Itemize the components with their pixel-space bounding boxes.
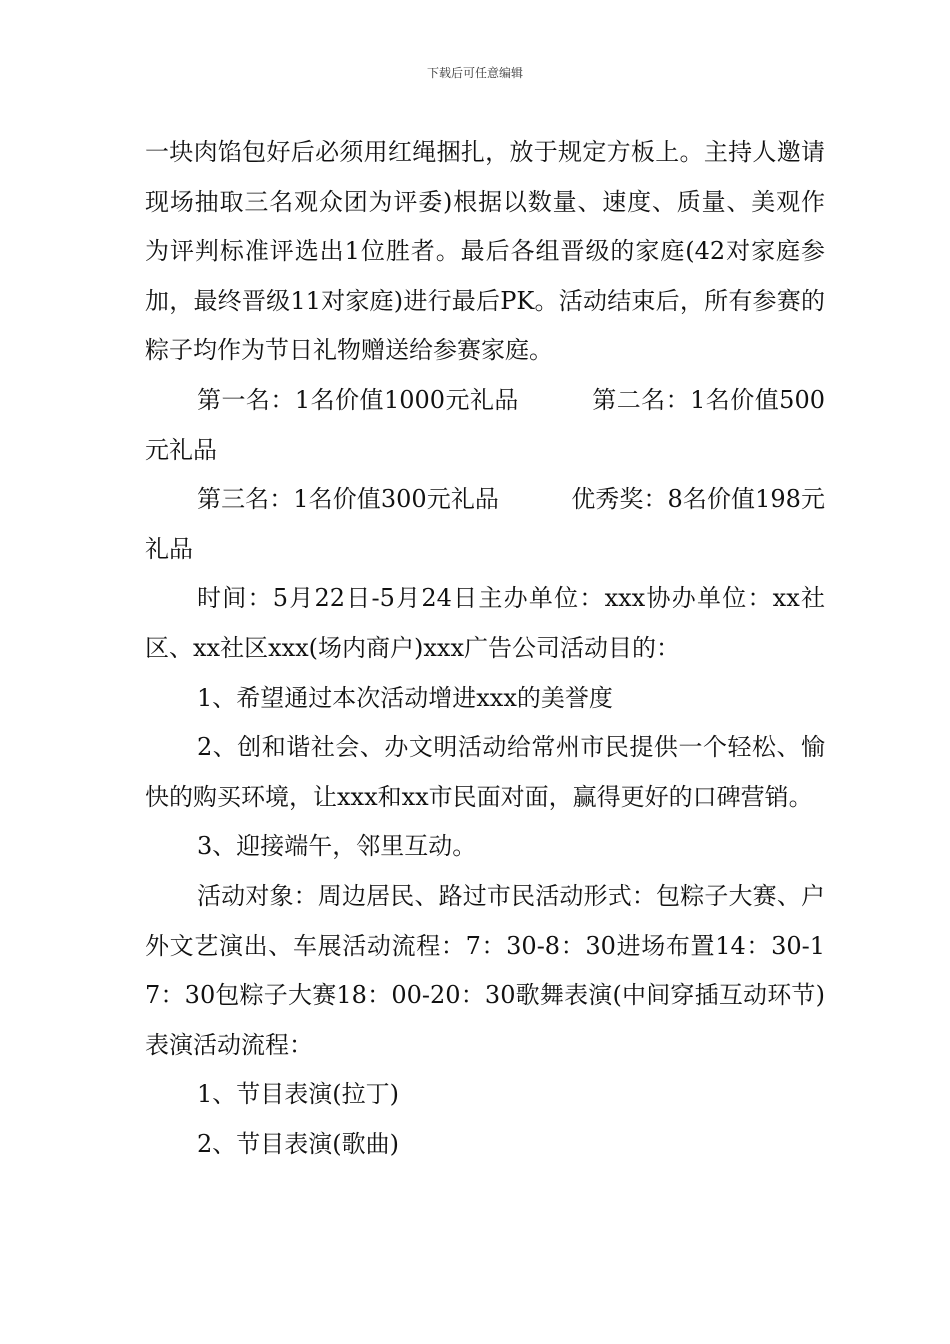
paragraph-prizes-third-excellent: 第三名：1名价值300元礼品 优秀奖：8名价值198元礼品 xyxy=(145,485,825,563)
paragraph-program-2: 2、节目表演(歌曲) xyxy=(197,1129,399,1158)
paragraph-goal-2: 2、创和谐社会、办文明活动给常州市民提供一个轻松、愉快的购买环境，让xxx和xx市民面对面，赢得更好的口碑营销。 xyxy=(145,733,825,811)
paragraph-dumpling-rules: 一块肉馅包好后必须用红绳捆扎，放于规定方板上。主持人邀请现场抽取三名观众团为评委)根据以数量、速度、质量、美观作为评判标准评选出1位胜者。最后各组晋级的家庭(42对家庭参加，最终晋级11对家庭)进行最后PK。活动结束后，所有参赛的粽子均作为节日礼物赠送给参赛家庭。 xyxy=(145,138,825,365)
paragraph-audience-schedule: 活动对象：周边居民、路过市民活动形式：包粽子大赛、户外文艺演出、车展活动流程：7：30-8：30进场布置14：30-17：30包粽子大赛18：00-20：30歌舞表演(中间穿插互动环节)表演活动流程： xyxy=(145,881,825,1059)
paragraph-time-organizers: 时间：5月22日-5月24日主办单位：xxx协办单位：xx社区、xx社区xxx(场内商户)xxx广告公司活动目的： xyxy=(145,584,825,662)
paragraph-goal-1: 1、希望通过本次活动增进xxx的美誉度 xyxy=(197,683,613,712)
paragraph-goal-3: 3、迎接端午，邻里互动。 xyxy=(197,832,477,861)
document-body xyxy=(145,128,825,1169)
paragraph-program-1: 1、节目表演(拉丁) xyxy=(197,1080,399,1109)
paragraph-prizes-first-second: 第一名：1名价值1000元礼品 第二名：1名价值500元礼品 xyxy=(145,385,825,464)
page-header: 下载后可任意编辑 xyxy=(426,66,523,80)
